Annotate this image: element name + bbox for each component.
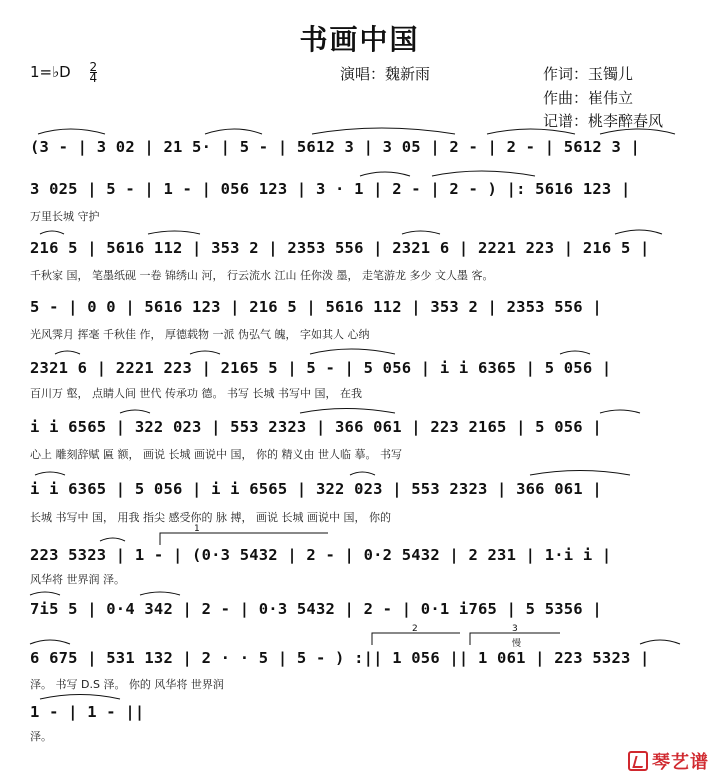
score-line-5: 2321 6 | 2221 223 | 2165 5 | 5 - | 5 056 | i i 6365 | 5 056 |	[30, 359, 612, 377]
slur	[350, 472, 375, 475]
tempo-mark: 慢	[512, 639, 522, 649]
watermark	[628, 748, 709, 774]
score-line-9: 7i5 5 | 0·4 342 | 2 - | 0·3 5432 | 2 - | 0·1 i765 | 5 5356 |	[30, 600, 602, 618]
volta-1-label: 1	[194, 524, 200, 534]
time-denominator: 4	[89, 71, 98, 85]
slur	[432, 171, 535, 176]
volta-2-label: 2	[412, 624, 418, 634]
lyric-line-6: 心上 雕刻辞赋 匾 额， 画说 长城 画说中 国， 你的 精义由 世人临 摹。 书写	[30, 448, 402, 461]
music-logo-icon	[628, 751, 648, 771]
lyricist-credit: 作词：玉镯儿	[543, 65, 634, 83]
lyric-line-11: 泽。	[30, 730, 52, 743]
score-line-3: 216 5 | 5616 112 | 353 2 | 2353 556 | 2321 6 | 2221 223 | 216 5 |	[30, 239, 650, 257]
score-line-2: 3 025 | 5 - | 1 - | 056 123 | 3 · 1 | 2 - | 2 - ) |: 5616 123 |	[30, 180, 631, 198]
score-line-4: 5 - | 0 0 | 5616 123 | 216 5 | 5616 112 | 353 2 | 2353 556 |	[30, 298, 602, 316]
lyric-line-10: 泽。 书写 D.S 泽。 你的 风华将 世界润	[30, 678, 224, 691]
time-signature	[90, 62, 98, 83]
slur	[120, 410, 150, 413]
volta-2-bracket	[372, 633, 460, 645]
lyric-line-2: 万里长城 守护	[30, 210, 100, 223]
slur	[310, 349, 395, 354]
slur	[35, 472, 65, 475]
slur	[360, 172, 410, 176]
slur	[312, 128, 455, 134]
slur	[640, 640, 680, 644]
slur	[55, 351, 80, 354]
score-line-11: 1 - | 1 - ||	[30, 703, 145, 721]
score-line-7: i i 6365 | 5 056 | i i 6565 | 322 023 | 553 2323 | 366 061 |	[30, 480, 602, 498]
slur	[30, 640, 70, 644]
slur	[140, 592, 180, 595]
volta-3-label: 3	[512, 624, 518, 634]
lyric-line-5: 百川万 壑， 点睛人间 世代 传承功 德。 书写 长城 书写中 国， 在我	[30, 387, 362, 400]
composer-credit: 作曲：崔伟立	[543, 89, 634, 107]
slur	[40, 231, 64, 234]
lyric-line-3: 千秋家 国， 笔墨纸砚 一卷 锦绣山 河， 行云流水 江山 任你泼 墨， 走笔游龙 多少 文人墨 客。	[30, 269, 494, 282]
song-title: 书画中国	[299, 23, 420, 56]
key-label: 1=♭D	[30, 63, 71, 81]
slur	[600, 410, 640, 413]
key-signature	[30, 62, 97, 83]
slur	[402, 231, 440, 234]
lyric-line-8: 风华将 世界润 泽。	[30, 573, 125, 586]
singer-credit: 演唱：魏新雨	[340, 65, 431, 83]
slur	[40, 695, 120, 700]
lyric-line-4: 光风霁月 挥毫 千秋佳 作， 厚德载物 一派 伪弘气 魄， 字如其人 心纳	[30, 328, 370, 341]
watermark-text: 琴艺谱	[652, 752, 709, 773]
slur	[530, 471, 630, 476]
slur	[205, 129, 262, 134]
score-line-6: i i 6565 | 322 023 | 553 2323 | 366 061 | 223 2165 | 5 056 |	[30, 418, 602, 436]
slur	[560, 351, 590, 354]
score-line-10: 6 675 | 531 132 | 2 · · 5 | 5 - ) :|| 1 056 || 1 061 | 223 5323 |	[30, 649, 650, 667]
lyric-line-7: 长城 书写中 国， 用我 指尖 感受你的 脉 搏， 画说 长城 画说中 国， 你的	[30, 511, 391, 524]
volta-1-bracket	[160, 533, 328, 545]
score-line-1: (3 - | 3 02 | 21 5· | 5 - | 5612 3 | 3 05 | 2 - | 2 - | 5612 3 |	[30, 138, 641, 156]
transcriber-credit: 记谱：桃李醉春风	[543, 112, 664, 130]
time-numerator: 2	[89, 60, 98, 74]
slur	[38, 129, 105, 134]
slur	[148, 231, 200, 234]
slur	[615, 230, 662, 234]
slur	[190, 351, 220, 354]
slur	[300, 409, 395, 414]
score-line-8: 223 5323 | 1 - | (0·3 5432 | 2 - | 0·2 5432 | 2 231 | 1·i i |	[30, 546, 612, 564]
slur	[100, 538, 125, 541]
slur	[30, 592, 60, 595]
